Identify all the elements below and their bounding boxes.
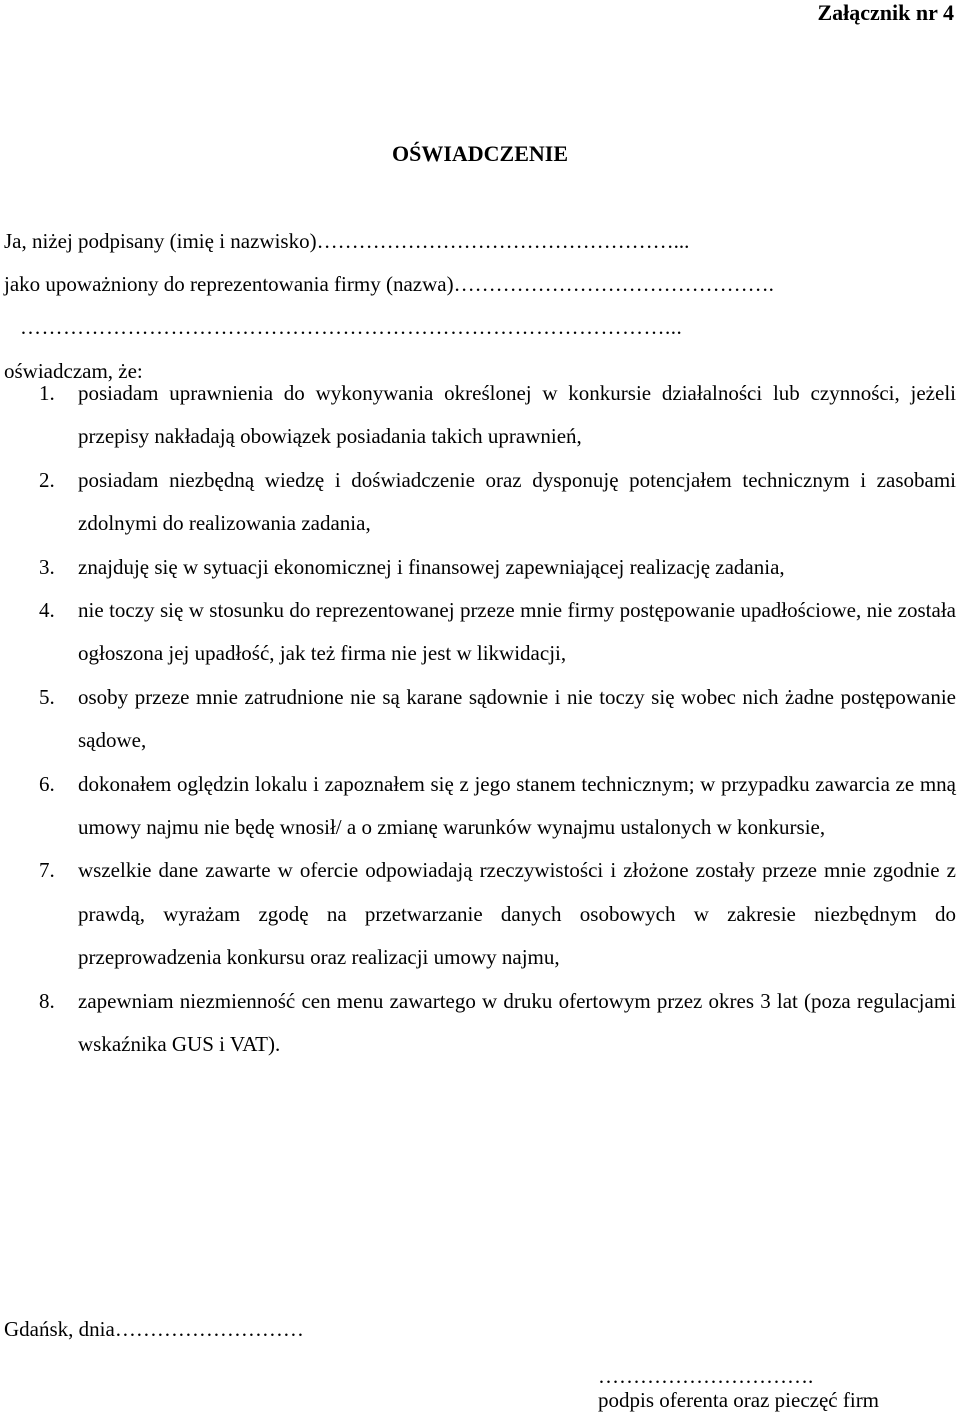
item-number: 1.: [39, 381, 55, 405]
company-line: [4, 272, 774, 297]
item-text: wszelkie dane zawarte w ofercie odpowiadają rzeczywistości i złożone zostały przeze mnie zgodnie z prawdą, wyrażam zgodę na przetwarzanie danych osobowych w zakresie niezbędnym do przeprowadzenia konkursu oraz realizacji umowy najmu,: [78, 858, 956, 970]
declaration-item: [0, 849, 960, 979]
item-number: 8.: [39, 988, 55, 1013]
declaration-item: [0, 372, 960, 459]
item-text: znajduję się w sytuacji ekonomicznej i finansowej zapewniającej realizację zadania,: [78, 554, 785, 579]
item-number: 6.: [39, 771, 55, 796]
annex-number: Załącznik nr 4: [817, 0, 954, 25]
declaration-item: [0, 980, 960, 1067]
item-number: 5.: [39, 684, 55, 709]
item-text: dokonałem oględzin lokalu i zapoznałem się z jego stanem technicznym; w przypadku zawarcia ze mną umowy najmu nie będę wnosił/ a o zmianę warunków wynajmu ustalonych w konkursie,: [78, 771, 956, 840]
item-text: posiadam niezbędną wiedzę i doświadczenie oraz dysponuję potencjałem technicznym i zasobami zdolnymi do realizowania zadania,: [78, 467, 956, 536]
item-text: zapewniam niezmienność cen menu zawartego w druku ofertowym przez okres 3 lat (poza regulacjami wskaźnika GUS i VAT).: [78, 988, 956, 1057]
item-number: 4.: [39, 598, 55, 623]
item-number: 2.: [39, 467, 55, 492]
name-label: Ja, niżej podpisany (imię i nazwisko): [4, 229, 317, 253]
declaration-item: [0, 763, 960, 850]
item-text: posiadam uprawnienia do wykonywania określonej w konkursie działalności lub czynności, jeżeli przepisy nakładają obowiązek posiadania takich uprawnień,: [78, 381, 956, 449]
name-line: [4, 229, 689, 254]
item-text: osoby przeze mnie zatrudnione nie są karane sądownie i nie toczy się wobec nich żadne postępowanie sądowe,: [78, 684, 956, 753]
company-dots: ……………………………………….: [453, 272, 774, 296]
signature-label: podpis oferenta oraz pieczęć firm: [598, 1388, 880, 1412]
name-dots: ……………………………………………...: [316, 229, 690, 253]
place-date-line: [4, 1317, 304, 1342]
company-dots-continued: ………………………………………………………………………………...: [20, 315, 683, 339]
item-number: 3.: [39, 554, 55, 579]
company-label: jako upoważniony do reprezentowania firmy (nazwa): [4, 272, 454, 296]
item-text: nie toczy się w stosunku do reprezentowanej przeze mnie firmy postępowanie upadłościowe, nie została ogłoszona jej upadłość, jak też firma nie jest w likwidacji,: [78, 598, 956, 666]
declaration-item: [0, 676, 960, 763]
item-number: 7.: [39, 858, 55, 883]
document-title: OŚWIADCZENIE: [391, 141, 569, 166]
declaration-list: [0, 372, 960, 1067]
declaration-item: [0, 589, 960, 676]
place-date-dots: ………………………: [114, 1317, 304, 1341]
signature-dots: ………………………….: [598, 1364, 814, 1388]
declaration-intro: oświadczam, że:: [4, 359, 143, 383]
declaration-item: [0, 546, 960, 589]
declaration-item: [0, 459, 960, 546]
place-date-label: Gdańsk, dnia: [4, 1317, 115, 1341]
